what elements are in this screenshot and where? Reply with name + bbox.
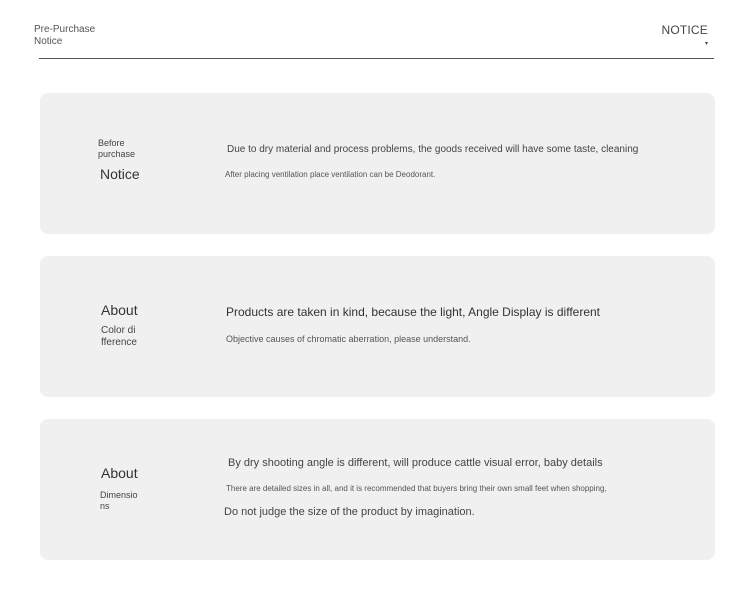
card-subheading [100,490,138,512]
card-subheading-line2: ns [100,501,110,511]
card-text-line1: By dry shooting angle is different, will produce cattle visual error, baby details [228,457,603,469]
card-subheading-line2: purchase [98,149,136,159]
notice-card-dimensions [40,419,715,560]
header-subtitle-line1: Pre-Purchase [34,24,96,35]
notice-card-before-purchase [40,93,715,234]
card-subheading [101,325,137,349]
notice-card-color-difference [40,256,715,397]
card-subheading-line1: Dimensio [100,490,138,500]
header-subtitle [34,24,95,48]
header-title: NOTICE [661,23,708,37]
header-divider [39,58,714,59]
card-subheading-line1: Before [98,138,125,148]
card-title: About [101,302,138,318]
card-text-line2: Objective causes of chromatic aberration, please understand. [226,334,471,344]
card-subheading-line1: Color di [101,325,136,336]
header-subtitle-line2: Notice [34,36,63,47]
card-subheading [98,138,135,160]
card-text-line2: There are detailed sizes in all, and it is recommended that buyers bring their own small feet when shopping, [226,484,607,493]
card-title: Notice [100,166,140,182]
card-text-line2: After placing ventilation place ventilation can be Deodorant. [225,170,436,179]
caret-down-icon: ▾ [704,41,708,47]
card-text-line3: Do not judge the size of the product by imagination. [224,506,475,518]
card-text-line1: Due to dry material and process problems, the goods received will have some taste, cleaning [227,144,639,155]
card-title: About [101,465,138,481]
card-subheading-line2: fference [101,337,137,348]
card-text-line1: Products are taken in kind, because the light, Angle Display is different [226,305,600,319]
